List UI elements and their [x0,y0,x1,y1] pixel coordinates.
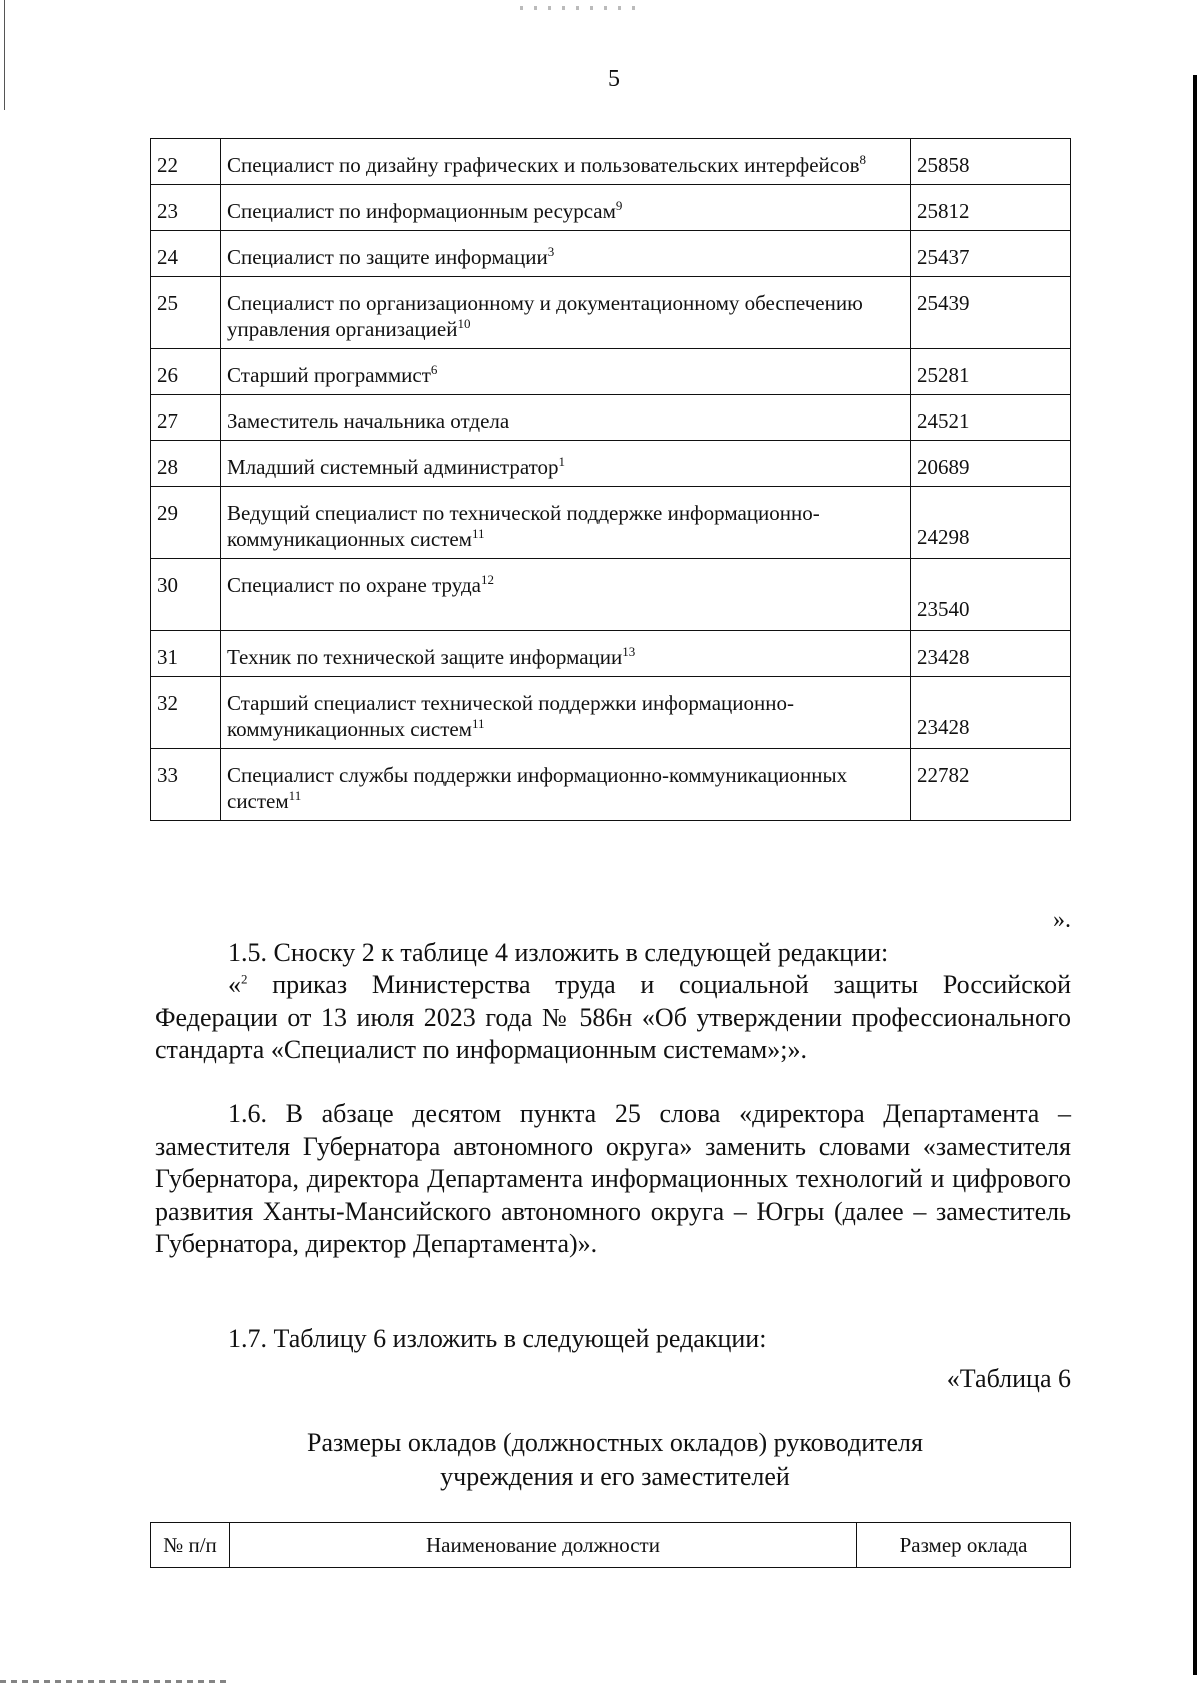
row-number: 29 [151,487,221,559]
row-position-title [221,277,911,349]
footnote-open-quote: « [228,970,241,999]
footnote-ref: 9 [615,198,623,213]
row-position-title [221,677,911,749]
paragraph-1-7-text: 1.7. Таблицу 6 изложить в следующей редакции: [228,1324,767,1353]
row-position-title [221,395,911,441]
table-row [151,559,1071,631]
row-salary: 25439 [911,277,1071,349]
row-position-title [221,749,911,821]
position-title-text: Специалист службы поддержки информационно-коммуникационных систем [227,763,848,813]
header-salary: Размер оклада [857,1523,1071,1568]
row-number: 28 [151,441,221,487]
footnote-ref: 10 [457,316,471,331]
row-position-title [221,631,911,677]
table-6-caption [250,1426,980,1494]
closing-quote: ». [1053,907,1071,933]
row-position-title [221,139,911,185]
position-title-text: Младший системный администратор [227,455,559,479]
footnote-ref: 11 [288,788,302,803]
table-row [151,185,1071,231]
footnote-ref: 12 [480,572,494,587]
positions-table-body [151,139,1071,821]
table-row [151,349,1071,395]
table-row [151,231,1071,277]
table-6-caption-line-1: Размеры окладов (должностных окладов) руководителя [307,1428,923,1457]
footnote-2-text [155,969,1071,1067]
table-row [151,277,1071,349]
table-row [151,139,1071,185]
position-title-text: Старший программист [227,363,431,387]
scan-artifact-top [520,6,640,10]
row-salary: 25858 [911,139,1071,185]
table-row [151,487,1071,559]
footnote-ref: 6 [430,362,438,377]
position-title-text: Специалист по охране труда [227,573,481,597]
table-6-header [150,1522,1071,1568]
table-6-header-row [151,1523,1071,1568]
row-number: 23 [151,185,221,231]
footnote-ref: 13 [622,644,636,659]
row-number: 27 [151,395,221,441]
paragraph-1-5-text: 1.5. Сноску 2 к таблице 4 изложить в следующей редакции: [228,938,889,967]
row-number: 33 [151,749,221,821]
scan-edge-left [4,0,5,110]
table-row [151,395,1071,441]
table-6-label: «Таблица 6 [946,1364,1071,1393]
position-title-text: Специалист по информационным ресурсам [227,199,616,223]
row-position-title [221,487,911,559]
row-salary: 24521 [911,395,1071,441]
paragraph-1-6-text: 1.6. В абзаце десятом пункта 25 слова «директора Департамента – заместителя Губернатора автономного округа» заменить словами «заместителя Губернатора, директора Департамента информационных технологий и цифрового развития Ханты-Мансийского автономного округа – Югры (далее – заместитель Губернатора, директор Департамента)». [155,1099,1071,1258]
scan-edge-right [1193,75,1197,1675]
footnote-body: приказ Министерства труда и социальной защиты Российской Федерации от 13 июля 2023 года № 586н «Об утверждении профессионального стандарта «Специалист по информационным системам»;». [155,970,1071,1064]
positions-table [150,138,1071,821]
table-6-caption-line-2: учреждения и его заместителей [440,1462,790,1491]
scan-artifact-bottom [0,1680,230,1683]
footnote-ref: 11 [471,716,485,731]
row-number: 31 [151,631,221,677]
table-row [151,631,1071,677]
row-number: 25 [151,277,221,349]
row-number: 22 [151,139,221,185]
page-number: 5 [608,66,620,92]
row-position-title [221,349,911,395]
row-salary: 25281 [911,349,1071,395]
footnote-number: 2 [241,971,248,987]
position-title-text: Специалист по организационному и документационному обеспечению управления организацией [227,291,863,341]
paragraph-1-5 [155,937,1071,970]
row-salary: 23428 [911,677,1071,749]
row-position-title [221,231,911,277]
row-number: 30 [151,559,221,631]
paragraph-1-6 [155,1098,1071,1261]
row-salary: 20689 [911,441,1071,487]
paragraph-1-7 [155,1323,1071,1356]
row-position-title [221,559,911,631]
position-title-text: Специалист по защите информации [227,245,548,269]
position-title-text: Техник по технической защите информации [227,645,623,669]
row-salary: 25437 [911,231,1071,277]
position-title-text: Заместитель начальника отдела [227,409,510,433]
row-position-title [221,441,911,487]
position-title-text: Ведущий специалист по технической поддержке информационно-коммуникационных систем [227,501,820,551]
header-position-name: Наименование должности [230,1523,857,1568]
row-salary: 23428 [911,631,1071,677]
row-number: 26 [151,349,221,395]
footnote-ref: 3 [547,244,555,259]
row-number: 24 [151,231,221,277]
row-salary: 24298 [911,487,1071,559]
table-row [151,441,1071,487]
position-title-text: Старший специалист технической поддержки информационно-коммуникационных систем [227,691,794,741]
table-row [151,749,1071,821]
footnote-ref: 11 [471,526,485,541]
row-position-title [221,185,911,231]
table-row [151,677,1071,749]
row-number: 32 [151,677,221,749]
row-salary: 25812 [911,185,1071,231]
row-salary: 22782 [911,749,1071,821]
row-salary: 23540 [911,559,1071,631]
footnote-ref: 8 [859,152,867,167]
position-title-text: Специалист по дизайну графических и пользовательских интерфейсов [227,153,860,177]
header-number: № п/п [151,1523,230,1568]
footnote-ref: 1 [558,454,565,469]
